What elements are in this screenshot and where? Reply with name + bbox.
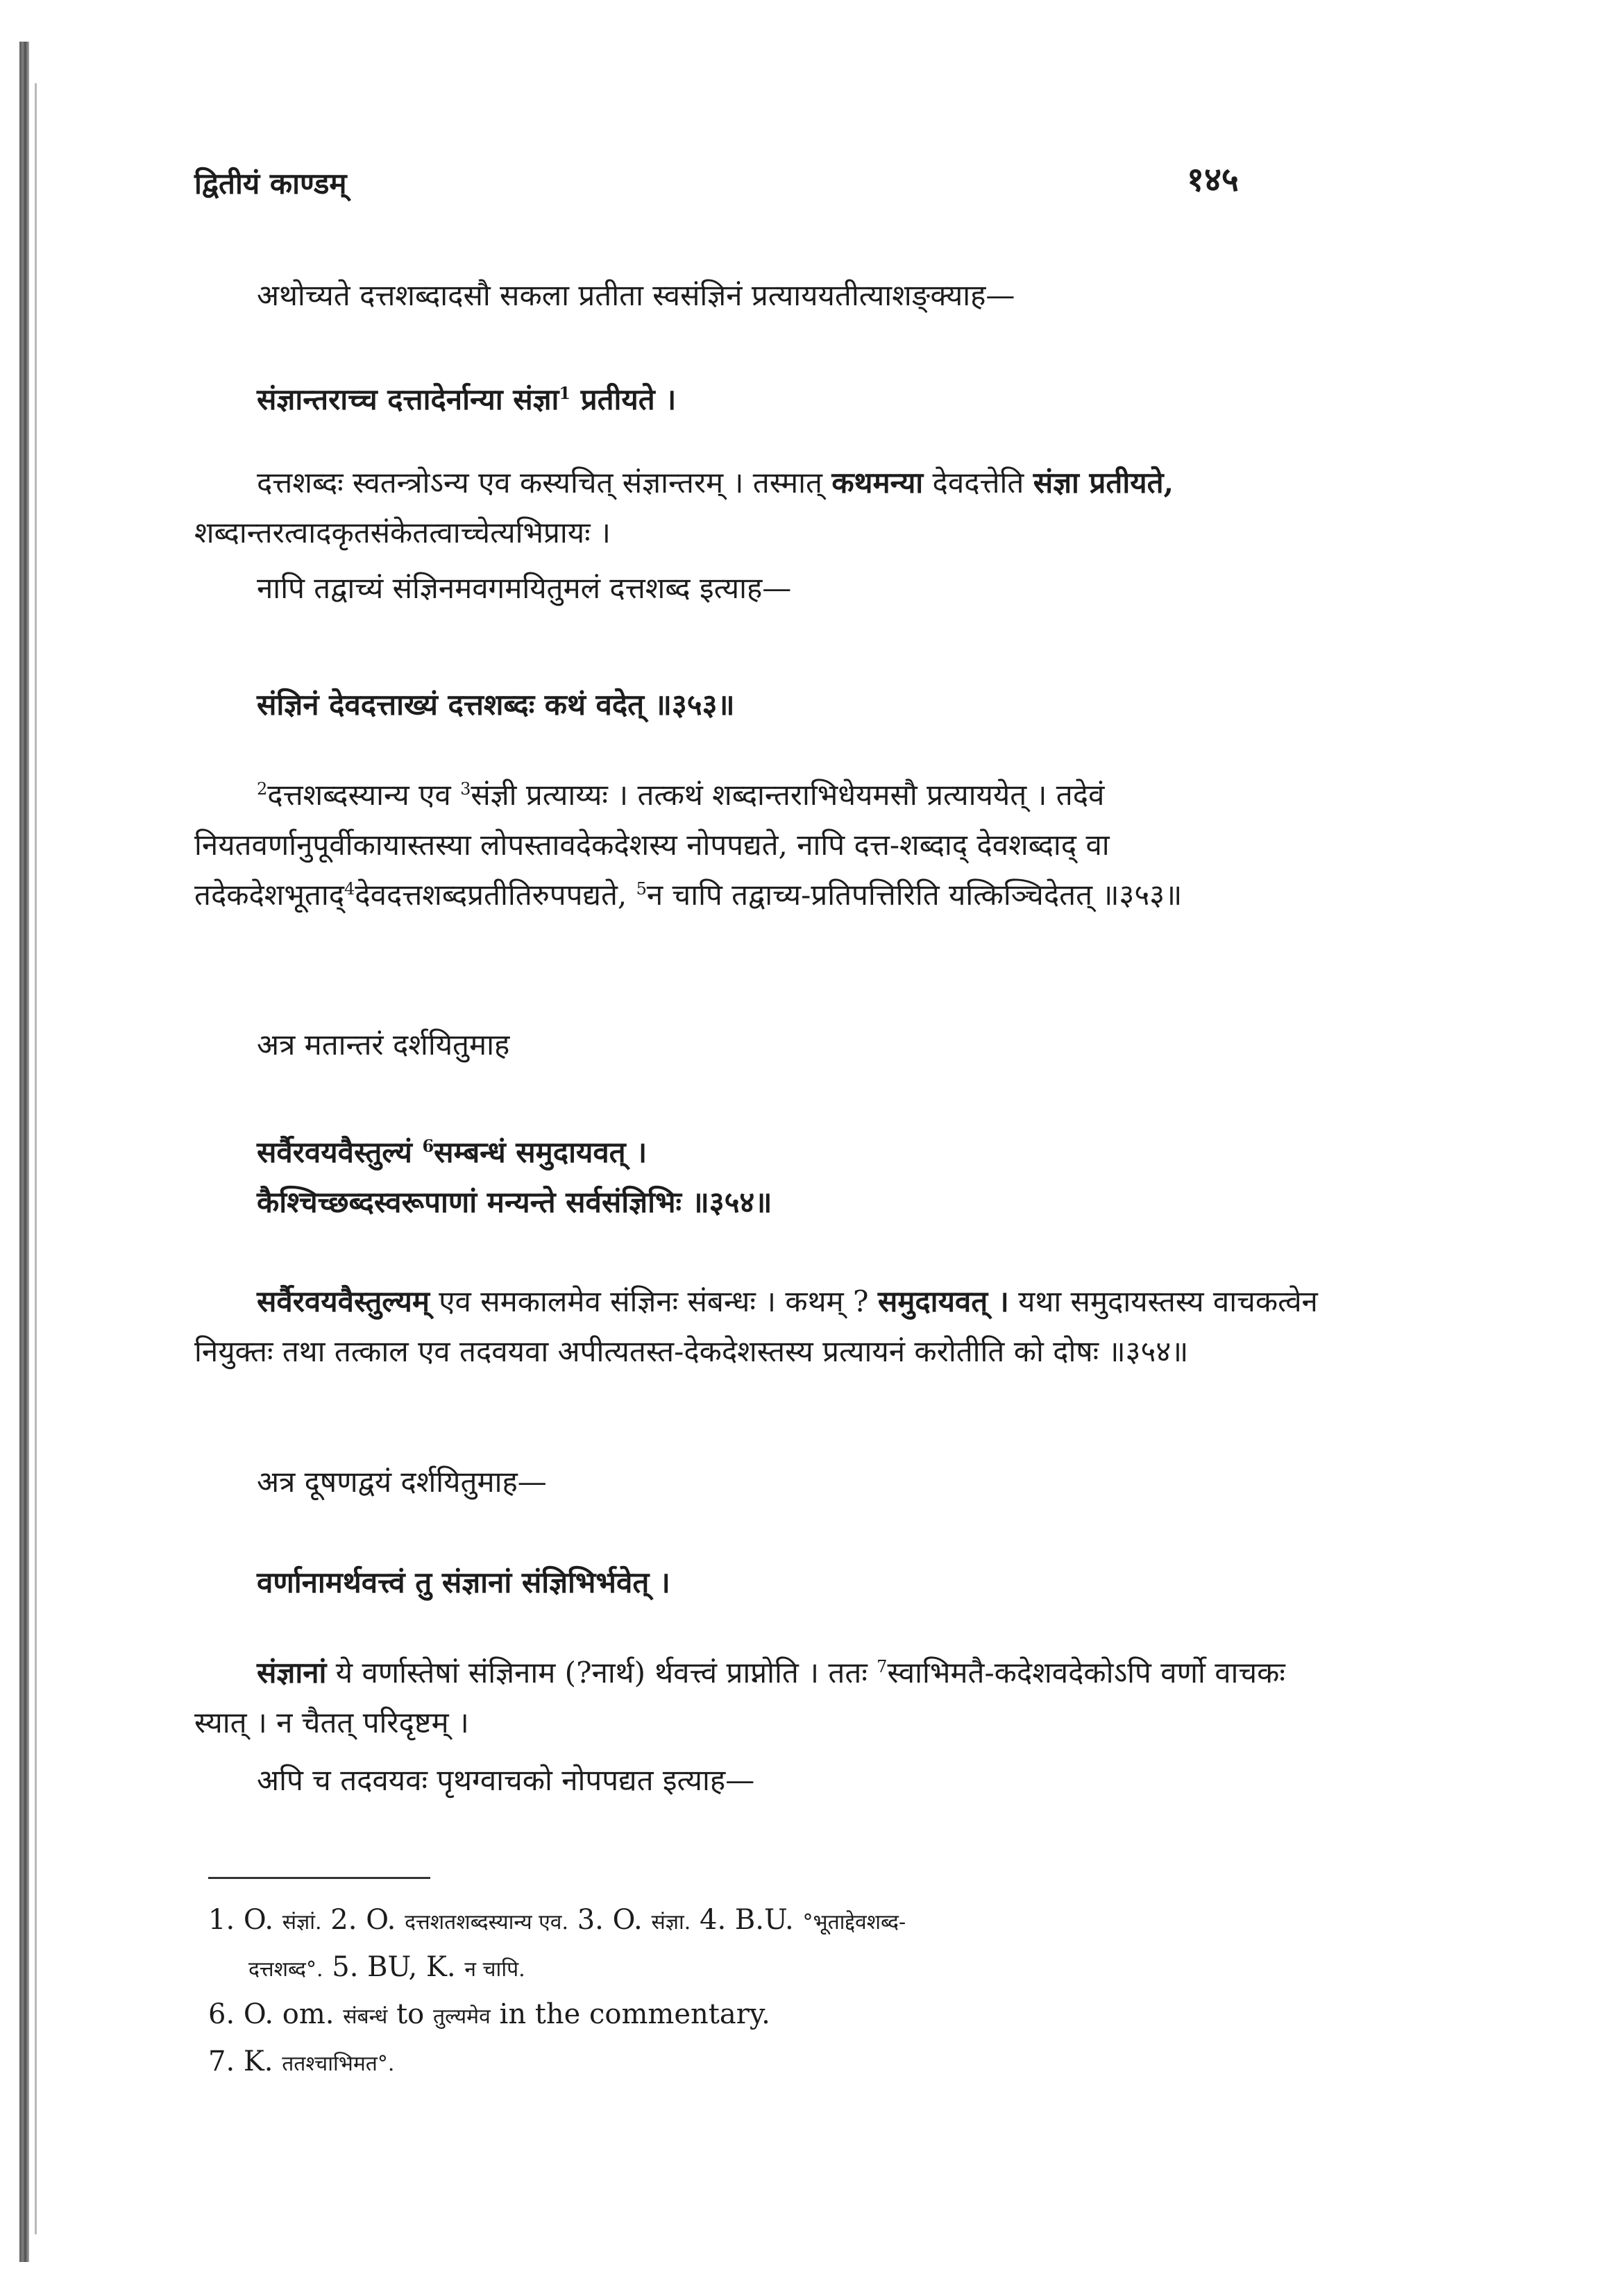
footnote-line-3: 6. O. om. संबन्धं to तुल्यमेव in the commentary. — [208, 1998, 770, 2030]
paragraph-3: नापि तद्वाच्यं संज्ञिनमवगमयितुमलं दत्तशब्द इत्याह— — [257, 571, 792, 605]
paragraph-8 — [194, 1648, 1333, 1748]
footnote-ref-6: 6 — [422, 1136, 434, 1156]
para2-text-tail: शब्दान्तरत्वादकृतसंकेतत्वाच्चेत्यभिप्रायः । — [194, 516, 611, 550]
para4-text-d: न चापि तद्वाच्य-प्रतिपत्तिरिति यत्किञ्चिदेतत् ॥३५३॥ — [646, 878, 1183, 912]
paragraph-6 — [194, 1277, 1333, 1377]
binding-edge — [19, 42, 29, 2262]
running-head: द्वितीयं काण्डम् — [194, 167, 347, 201]
binding-edge-line — [35, 83, 37, 2234]
verse-3 — [257, 1128, 1326, 1227]
para6-text-b: यथा समुदायस्तस्य वाचकत्वेन नियुक्तः तथा तत्काल एव तदवयवा अपीत्यतस्त-देकदेशस्तस्य प्रत्यायनं करोतीति को दोषः ॥३५४॥ — [194, 1284, 1318, 1368]
verse-4: वर्णानामर्थवत्त्वं तु संज्ञानां संज्ञिभिर्भवेत् । — [257, 1565, 670, 1599]
paragraph-5: अत्र मतान्तरं दर्शयितुमाह — [257, 1028, 510, 1062]
footnotes — [208, 1898, 1333, 2086]
para8-text-a: ये वर्णास्तेषां संज्ञिनाम (?नार्थ) र्थवत्त्वं प्राप्नोति । ततः — [326, 1656, 877, 1690]
verse-1 — [257, 375, 1326, 425]
footnote-line-1: 1. O. संज्ञां. 2. O. दत्तशतशब्दस्यान्य एव. 3. O. संज्ञा. 4. B.U. °भूताद्देवशब्द- — [208, 1904, 906, 1936]
verse-3-line-1b: सम्बन्धं समुदायवत् । — [434, 1135, 648, 1169]
paragraph-4 — [194, 770, 1333, 920]
footnote-ref-5: 5 — [636, 879, 647, 899]
paragraph-9: अपि च तदवयवः पृथग्वाचको नोपपद्यत इत्याह— — [257, 1763, 755, 1797]
paragraph-7: अत्र दूषणद्वयं दर्शयितुमाह— — [257, 1465, 547, 1499]
para2-bold-b: संज्ञा प्रतीयते, — [1033, 466, 1174, 500]
para6-bold-1: सर्वैरवयवैस्तुल्यम् — [257, 1284, 430, 1318]
page-number: १४५ — [1187, 160, 1239, 199]
footnote-ref-4: 4 — [344, 879, 355, 899]
para4-text-b: संज्ञी प्रत्याय्यः । तत्कथं शब्दान्तराभिधेयमसौ प्रत्याययेत् । तदेवं नियतवर्णानुपूर्वीकायास्तस्या लोपस्तावदेकदेशस्य नोपपद्यते, नापि दत्त-शब्दाद् देवशब्दाद् वा तदेकदेशभूताद् — [194, 778, 1110, 912]
verse-2: संज्ञिनं देवदत्ताख्यं दत्तशब्दः कथं वदेत् ॥३५३॥ — [257, 688, 735, 722]
para8-text-b: स्वाभिमतै-कदेशवदेकोऽपि वर्णो वाचकः स्यात् । न चैतत् परिदृष्टम् । — [194, 1656, 1285, 1740]
para2-text-a: दत्तशब्दः स्वतन्त्रोऽन्य एव कस्यचित् संज्ञान्तरम् । तस्मात् — [257, 466, 832, 500]
footnote-ref-1: 1 — [559, 383, 571, 403]
footnote-line-4: 7. K. ततश्चाभिमत°. — [208, 2046, 395, 2077]
para2-bold-a: कथमन्या — [831, 466, 924, 500]
paragraph-1: अथोच्यते दत्तशब्दादसौ सकला प्रतीता स्वसंज्ञिनं प्रत्याययतीत्याशङ्क्याह— — [257, 278, 1015, 312]
para2-text-b: देवदत्तेति — [932, 466, 1033, 500]
para4-text-a: दत्तशब्दस्यान्य एव — [267, 778, 461, 812]
verse-3-line-1a: सर्वैरवयवैस्तुल्यं — [257, 1135, 423, 1169]
verse-1-tail: प्रतीयते । — [570, 382, 677, 416]
para4-text-c: देवदत्तशब्दप्रतीतिरुपपद्यते, — [355, 878, 636, 912]
verse-3-line-2: कैश्चिच्छब्दस्वरूपाणां मन्यन्ते सर्वसंज्ञिभिः ॥३५४॥ — [257, 1185, 772, 1219]
para8-bold: संज्ञानां — [257, 1656, 327, 1690]
footnote-line-2: दत्तशब्द°. 5. BU, K. न चापि. — [248, 1951, 525, 1983]
para6-text-a: एव समकालमेव संज्ञिनः संबन्धः । कथम् ? — [429, 1284, 878, 1318]
paragraph-2 — [194, 458, 1333, 558]
footnote-divider — [208, 1877, 430, 1879]
footnote-ref-7: 7 — [877, 1657, 888, 1676]
para6-bold-2: समुदायवत् । — [877, 1284, 1009, 1318]
footnote-ref-3: 3 — [460, 779, 471, 799]
footnote-ref-2: 2 — [257, 779, 268, 799]
verse-1-text: संज्ञान्तराच्च दत्तादेर्नान्या संज्ञा — [257, 382, 559, 416]
